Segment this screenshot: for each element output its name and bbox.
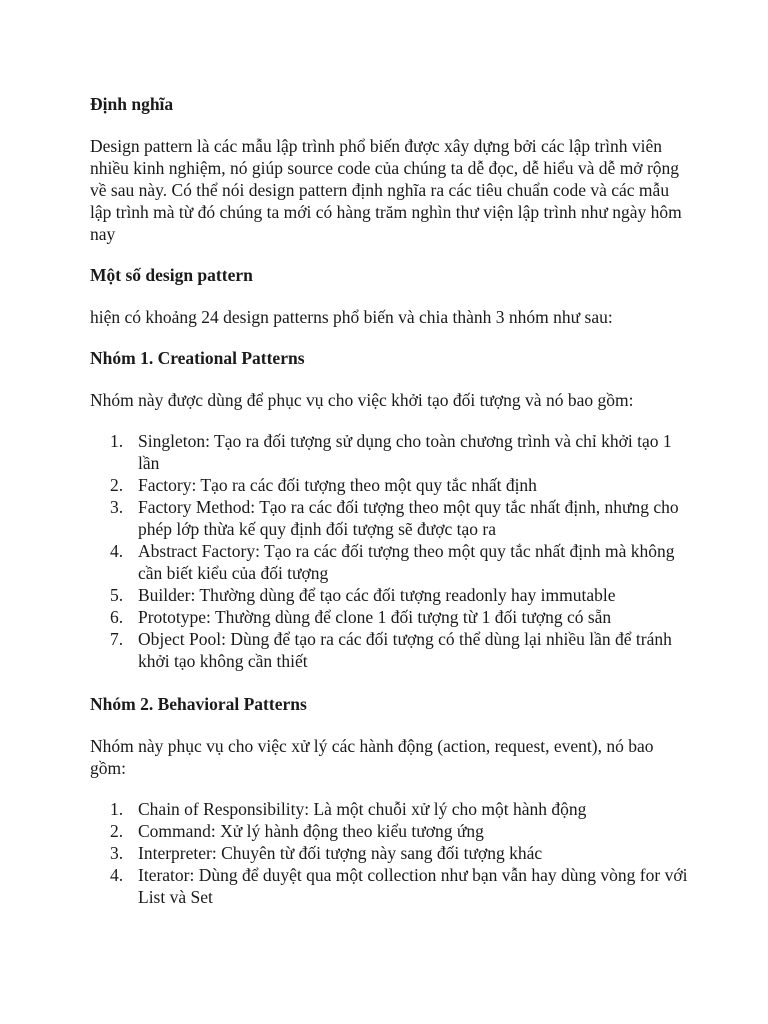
list-item-text: Interpreter: Chuyên từ đối tượng này sang đối tượng khác xyxy=(138,843,543,863)
list-item xyxy=(90,628,690,672)
document-body xyxy=(90,93,690,929)
behavioral-list xyxy=(90,798,690,908)
creational-list xyxy=(90,430,690,672)
list-number: 2. xyxy=(110,475,124,495)
list-number: 1. xyxy=(110,431,124,451)
list-item xyxy=(90,864,690,908)
list-number: 4. xyxy=(110,865,124,885)
paragraph-patterns-intro: hiện có khoảng 24 design patterns phổ biến và chia thành 3 nhóm như sau: xyxy=(90,307,613,327)
heading-creational: Nhóm 1. Creational Patterns xyxy=(90,348,305,368)
list-item-text: Factory: Tạo ra các đối tượng theo một quy tắc nhất định xyxy=(138,475,537,495)
list-item-text: Builder: Thường dùng để tạo các đối tượng readonly hay immutable xyxy=(138,585,616,605)
list-item-text: Prototype: Thường dùng để clone 1 đối tượng từ 1 đối tượng có sẵn xyxy=(138,607,612,627)
heading-some-patterns: Một số design pattern xyxy=(90,265,253,285)
list-item xyxy=(90,606,690,628)
list-number: 5. xyxy=(110,585,124,605)
list-item-text: Factory Method: Tạo ra các đối tượng theo một quy tắc nhất định, nhưng cho phép lớp thừa kế quy định đối tượng sẽ được tạo ra xyxy=(138,497,679,539)
list-number: 3. xyxy=(110,843,124,863)
list-number: 3. xyxy=(110,497,124,517)
list-item xyxy=(90,496,690,540)
heading-definition: Định nghĩa xyxy=(90,94,174,114)
list-item-text: Abstract Factory: Tạo ra các đối tượng theo một quy tắc nhất định mà không cần biết kiểu của đối tượng xyxy=(138,541,675,583)
paragraph-creational-intro: Nhóm này được dùng để phục vụ cho việc khởi tạo đối tượng và nó bao gồm: xyxy=(90,390,634,410)
heading-behavioral: Nhóm 2. Behavioral Patterns xyxy=(90,694,307,714)
list-item xyxy=(90,474,690,496)
paragraph-definition: Design pattern là các mẫu lập trình phổ biến được xây dựng bởi các lập trình viên nhiều kinh nghiệm, nó giúp source code của chúng ta dễ đọc, dễ hiểu và dễ mở rộng về sau này. Có thể nói design pattern định nghĩa ra các tiêu chuẩn code và các mẫu lập trình mà từ đó chúng ta mới có hàng trăm nghìn thư viện lập trình như ngày hôm nay xyxy=(90,136,682,244)
list-number: 7. xyxy=(110,629,124,649)
list-item-text: Singleton: Tạo ra đối tượng sử dụng cho toàn chương trình và chỉ khởi tạo 1 lần xyxy=(138,431,672,473)
paragraph-behavioral-intro: Nhóm này phục vụ cho việc xử lý các hành động (action, request, event), nó bao gồm: xyxy=(90,736,654,778)
list-number: 1. xyxy=(110,799,124,819)
list-item xyxy=(90,820,690,842)
list-item-text: Object Pool: Dùng để tạo ra các đối tượng có thể dùng lại nhiều lần để tránh khởi tạo không cần thiết xyxy=(138,629,672,671)
list-item xyxy=(90,842,690,864)
list-item xyxy=(90,430,690,474)
list-item-text: Iterator: Dùng để duyệt qua một collection như bạn vẫn hay dùng vòng for với List và Set xyxy=(138,865,688,907)
list-number: 4. xyxy=(110,541,124,561)
list-item xyxy=(90,798,690,820)
list-number: 6. xyxy=(110,607,124,627)
list-item xyxy=(90,584,690,606)
list-item-text: Chain of Responsibility: Là một chuỗi xử lý cho một hành động xyxy=(138,799,587,819)
list-item xyxy=(90,540,690,584)
list-item-text: Command: Xử lý hành động theo kiểu tương ứng xyxy=(138,821,484,841)
list-number: 2. xyxy=(110,821,124,841)
